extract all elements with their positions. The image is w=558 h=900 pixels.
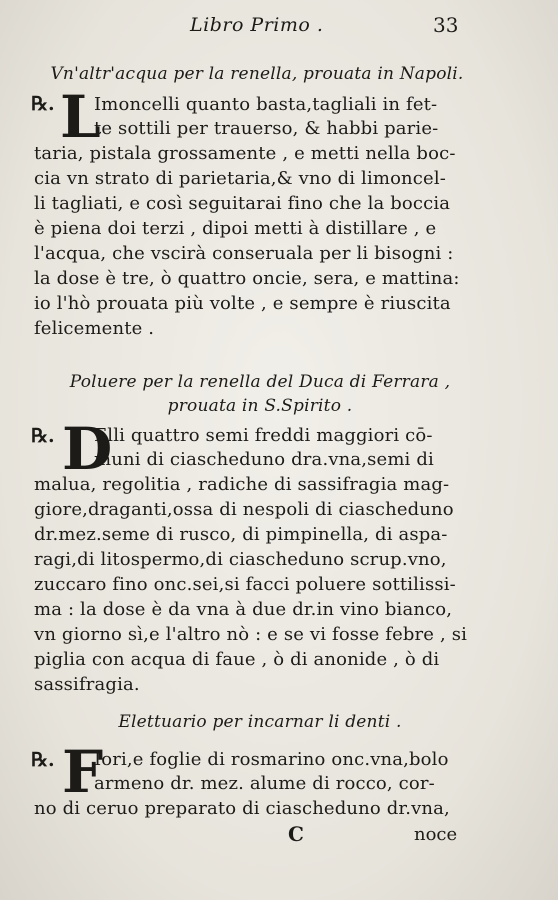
text-line: Iori,e foglie di rosmarino onc.vna,bolo [94, 749, 449, 770]
recipe-title: Elettuario per incarnar li denti . [118, 712, 402, 732]
page-number: 33 [433, 13, 459, 37]
catchword: noce [414, 824, 458, 845]
text-line: sassifragia. [34, 674, 140, 695]
recipe-title: Poluere per la renella del Duca di Ferrara , [69, 372, 451, 392]
text-line: felicemente . [34, 318, 155, 339]
text-line: giore,draganti,ossa di nespoli di ciascheduno [34, 499, 454, 520]
text-line: Elli quattro semi freddi maggiori cō- [94, 425, 433, 446]
text-line: ma : la dose è da vna à due dr.in vino bianco, [34, 599, 453, 620]
text-line: io l'hò prouata più volte , e sempre è riuscita [34, 293, 451, 314]
running-title: Libro Primo . [190, 14, 324, 36]
text-line: vn giorno sì,e l'altro nò : e se vi fosse febre , si [34, 624, 468, 645]
drop-cap-initial: D [62, 415, 113, 483]
text-line: dr.mez.seme di rusco, di pimpinella, di aspa- [34, 524, 448, 545]
text-line: la dose è tre, ò quattro oncie, sera, e mattina: [34, 268, 460, 289]
text-line: zuccaro fino onc.sei,si facci poluere sottilissi- [34, 574, 456, 595]
signature-mark: C [288, 822, 304, 846]
text-line: piglia con acqua di faue , ò di anonide , ò di [34, 649, 440, 670]
recipe-symbol: ℞. [31, 749, 55, 771]
text-line: Imoncelli quanto basta,tagliali in fet- [94, 94, 438, 115]
text-line: no di ceruo preparato di ciascheduno dr.vna, [34, 798, 450, 819]
text-line: li tagliati, e così seguitarai fino che la boccia [34, 193, 451, 214]
text-line: taria, pistala grossamente , e metti nella boc- [34, 143, 456, 164]
text-line: muni di ciascheduno dra.vna,semi di [94, 449, 434, 470]
text-line: cia vn strato di parietaria,& vno di limoncel- [34, 168, 446, 189]
text-line: armeno dr. mez. alume di rocco, cor- [94, 773, 435, 794]
recipe-symbol: ℞. [31, 425, 55, 447]
text-line: l'acqua, che vscirà conseruala per li bisogni : [34, 243, 454, 264]
text-line: te sottili per trauerso, & habbi parie- [94, 118, 439, 139]
page-header [0, 14, 558, 38]
recipe-symbol: ℞. [31, 93, 55, 115]
text-line: è piena doi terzi , dipoi metti à distillare , e [34, 218, 437, 239]
drop-cap-initial: L [60, 83, 101, 151]
recipe-title: Vn'altr'acqua per la renella, prouata in Napoli. [50, 64, 464, 84]
drop-cap-initial: F [62, 738, 104, 806]
recipe-title-continuation: prouata in S.Spirito . [167, 396, 353, 416]
text-line: malua, regolitia , radiche di sassifragia mag- [34, 474, 450, 495]
text-line: ragi,di litospermo,di ciascheduno scrup.vno, [34, 549, 447, 570]
